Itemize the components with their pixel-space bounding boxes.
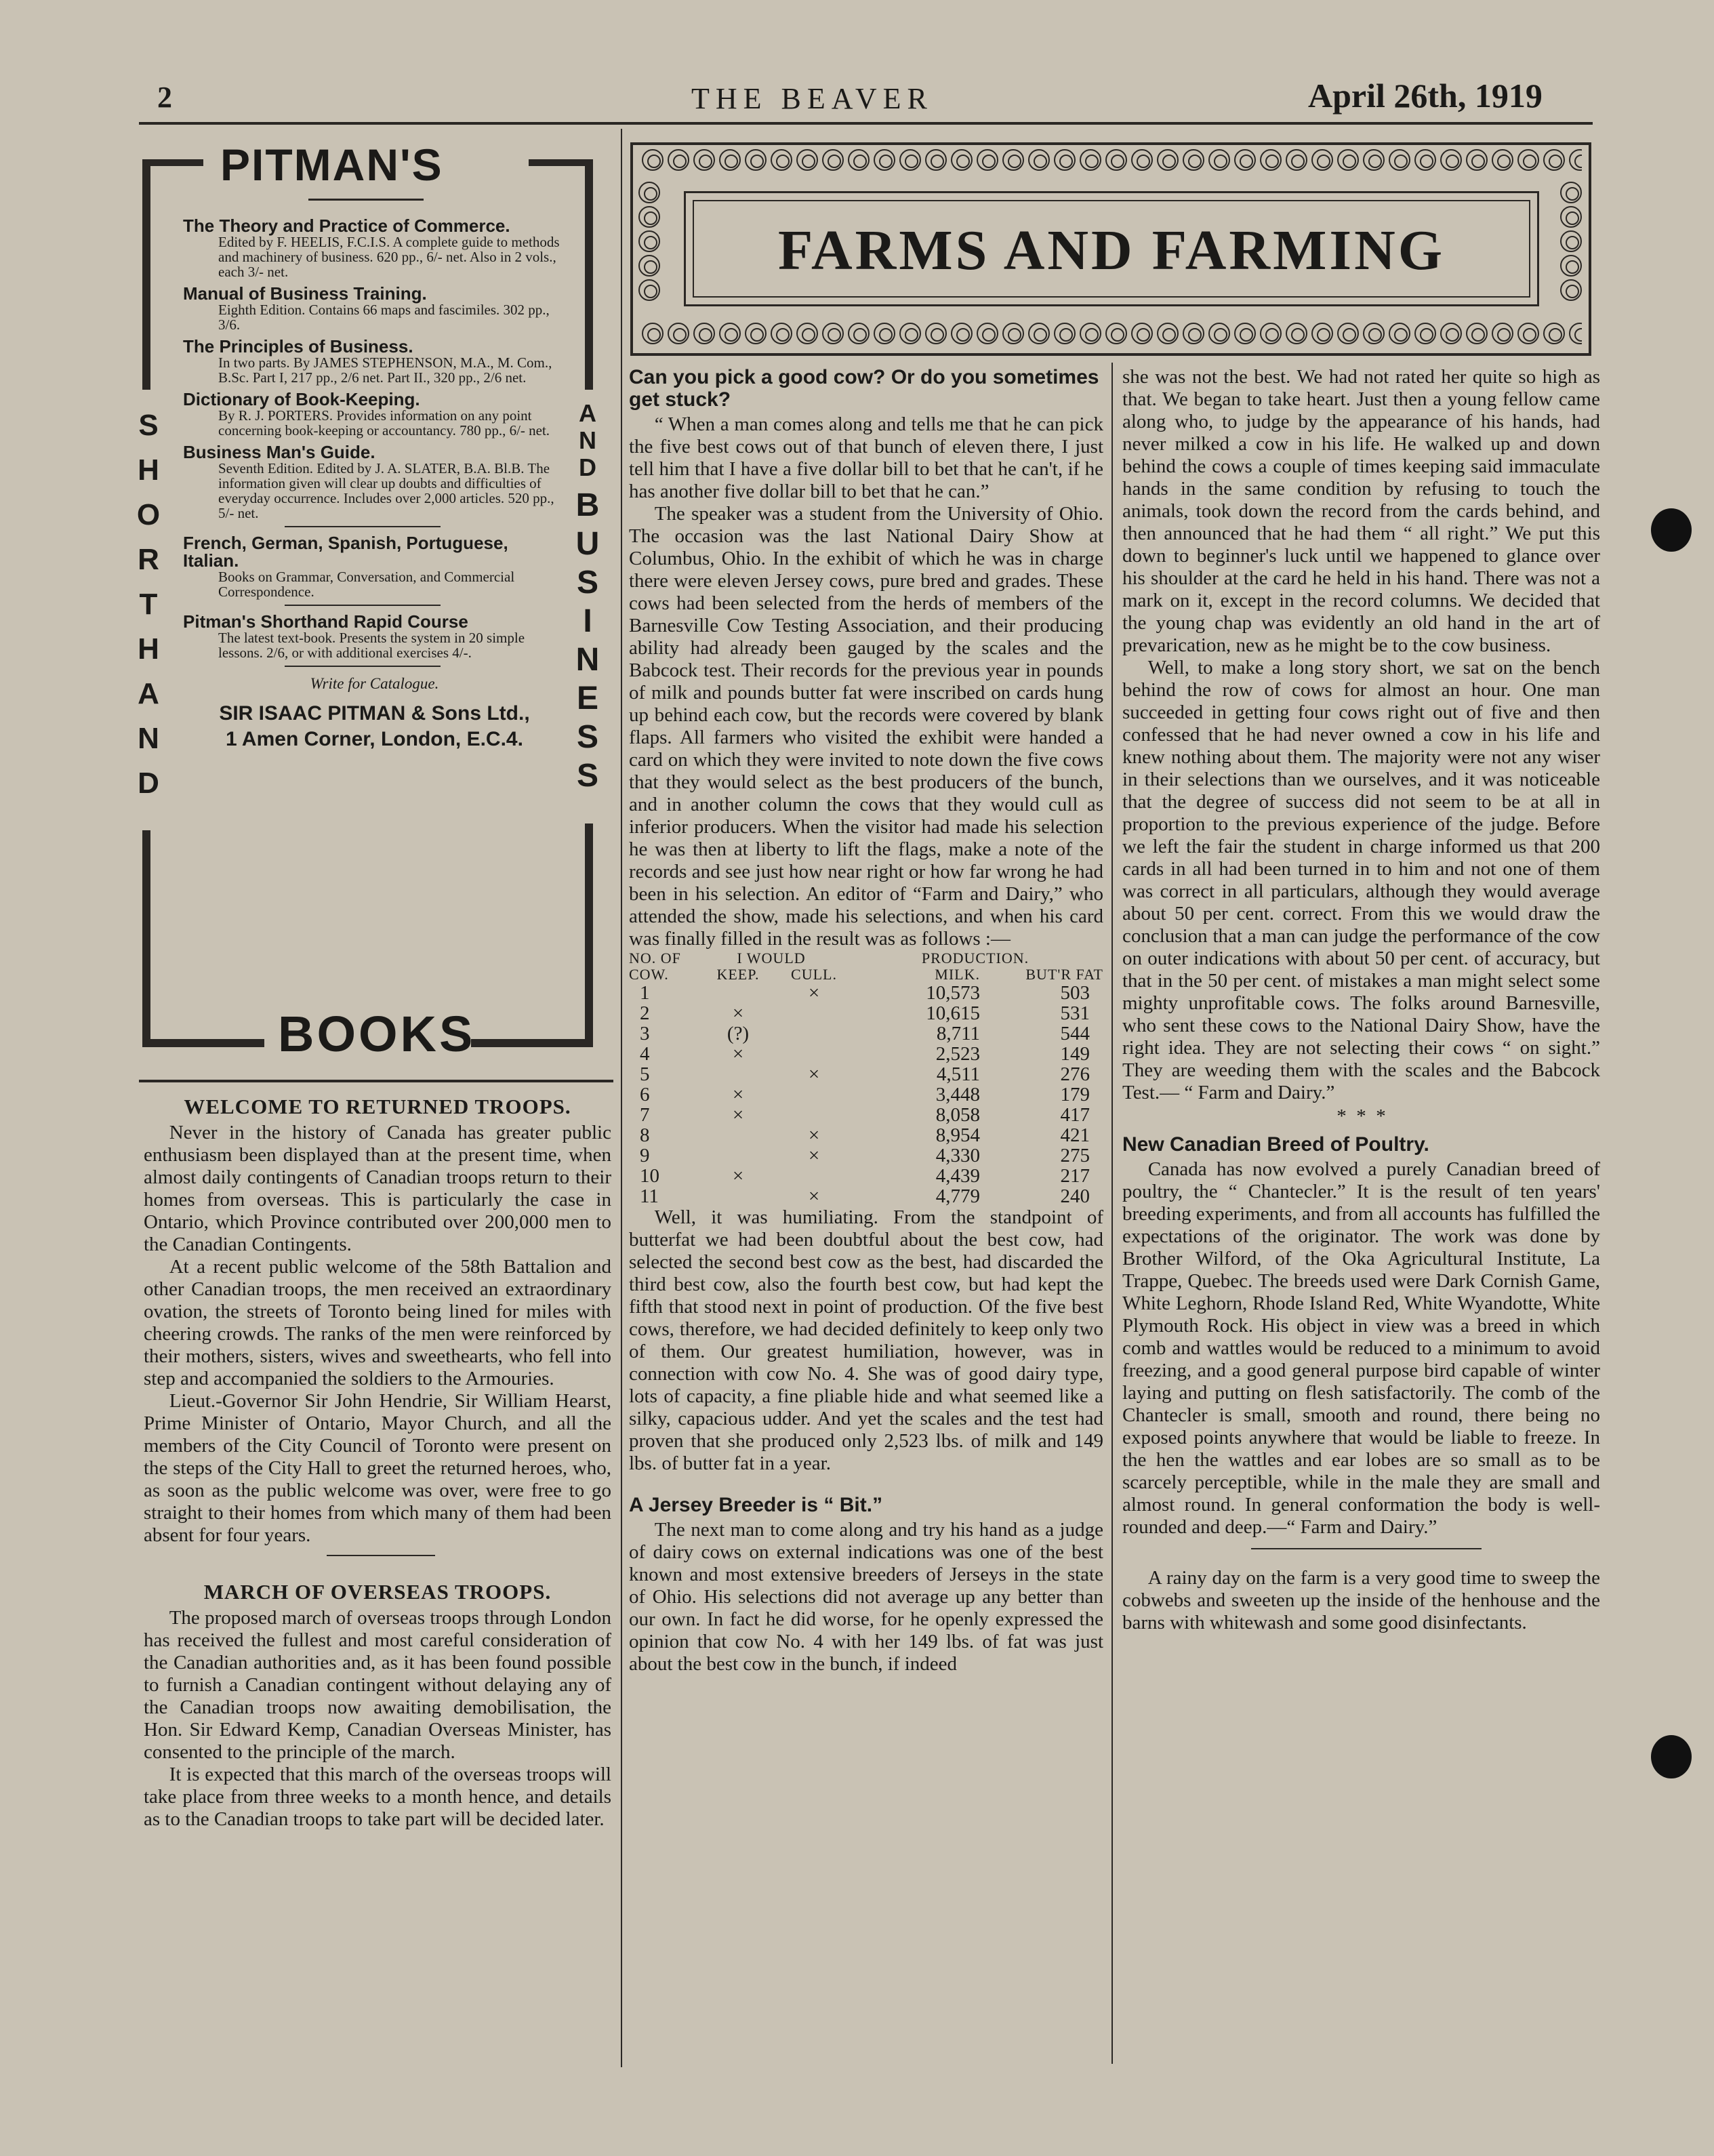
table-row: 11 × 4,779 240 bbox=[640, 1185, 1090, 1207]
table-row: 4 × 2,523 149 bbox=[640, 1043, 1090, 1065]
section-divider bbox=[1251, 1548, 1482, 1549]
article-heading: MARCH OF OVERSEAS TROOPS. bbox=[203, 1580, 552, 1604]
column-left bbox=[144, 1091, 611, 1831]
banner-knot-border-bottom bbox=[640, 323, 1582, 350]
paragraph: The next man to come along and try his hand as a judge of dairy cows on external indications was one of the best known and most extensive breeders of Jerseys in the state of Ohio. His selections did not average up any better than our own. In fact he did worse, for he openly expressed the opinion that cow No. 4 with her 149 lbs. of fat was just about the best cow in the bunch, if indeed bbox=[629, 1519, 1103, 1675]
table-row: 1 × 10,573 503 bbox=[640, 982, 1090, 1004]
header-rule bbox=[139, 122, 1593, 125]
ad-item bbox=[183, 534, 566, 599]
ad-item bbox=[183, 443, 566, 521]
ad-item-title: French, German, Spanish, Portuguese, Italian. bbox=[183, 533, 508, 571]
ad-item bbox=[183, 338, 566, 385]
paragraph: Well, to make a long story short, we sat on the bench behind the row of cows for almost an hour. One man succeeded in getting four cows right out of five and then confessed that he had never owned a cow in his life and knew nothing about them. The majority were not any wiser in their selections than we ourselves, and it was noticeable that the degree of success did not seem to be at all in proportion to the previous experience of the judge. Before we left the fair the student in charge informed us that 200 cards in all had been turned in to him and not one of them was correct in all particulars, although they would average about 50 per cent. correct. From this we would draw the conclusion that a man can judge the performance of the cow on outer indications with about 50 per cent. of accuracy, but that in the 50 per cent. of mistakes a man might select some mighty unprofitable cows. The folks around Barnesville, who sent these cows to the National Dairy Show, have the right idea. They are not selecting their cows “ on sight.” They are weeding them with the scales and the Babcock Test.— “ Farm and Dairy.” bbox=[1122, 657, 1600, 1103]
paragraph: It is expected that this march of the overseas troops will take place from three weeks to a month hence, and details as to the Canadian troops to take part will be decided later. bbox=[144, 1764, 611, 1830]
table-row: 7 × 8,058 417 bbox=[640, 1104, 1090, 1126]
paragraph: The proposed march of overseas troops through London has received the fullest and most careful consideration of the Canadian authorities and, as it has been found possible to furnish a Canadian contingent without delaying any of the Canadian troops now awaiting demobilisation, the Hon. Sir Edward Kemp, Canadian Overseas Minister, has consented to the principle of the march. bbox=[144, 1607, 611, 1763]
banner-knot-border-right bbox=[1560, 179, 1587, 304]
section-divider bbox=[327, 1555, 435, 1556]
vertical-word-and: A N D bbox=[579, 399, 596, 481]
banner-title-box bbox=[684, 191, 1539, 306]
ad-item-title: The Theory and Practice of Commerce. bbox=[183, 216, 510, 236]
ad-book-list bbox=[183, 217, 566, 752]
table-row: 3 (?) 8,711 544 bbox=[640, 1023, 1090, 1044]
ad-frame-top-left bbox=[142, 159, 203, 166]
ad-item-title: Dictionary of Book-Keeping. bbox=[183, 389, 420, 409]
column-separator bbox=[1111, 363, 1113, 2064]
paragraph: Well, it was humiliating. From the standpoint of butterfat we had been doubtful about the best cow, had selected the second best cow as the best, had discarded the third best cow, also the fourth best cow, but had kept the fifth that stood next in point of production. Of the five best cows, therefore, we had decided definitely to keep only two of them. Our greatest humiliation, however, was in connection with cow No. 4. She was of good dairy type, lots of capacity, a fine pliable hide and what seemed like a silky, capacious udder. And yet the scales and the test had proven that she produced only 2,523 lbs. of milk and 149 lbs. of butter fat in a year. bbox=[629, 1206, 1103, 1474]
ad-footer-books: BOOKS bbox=[278, 1006, 476, 1062]
vertical-word-shorthand: S H O R T H A N D bbox=[136, 409, 161, 800]
ad-frame-right-top bbox=[585, 159, 593, 390]
ad-item-title: Business Man's Guide. bbox=[183, 442, 375, 462]
ad-divider bbox=[285, 526, 441, 527]
ad-frame-bottom-right bbox=[471, 1039, 593, 1047]
ad-frame-left-bottom bbox=[142, 830, 150, 1047]
ad-item-title: The Principles of Business. bbox=[183, 336, 413, 357]
paragraph: she was not the best. We had not rated her quite so high as that. We began to take heart. Just then a young fellow came along who, to judge by the appearance of his hands, had never milked a cow in his life. He walked up and down behind the cows a couple of times keeping said immaculate hands in the same condition by refusing to touch the animals, took down the record from the cards behind, and then announced that he had them “ all right.” We put this down to beginner's luck until we happened to glance over his shoulder at the card he held in his hand. There was not a mark on it, except in the record columns. We decided that the young chap was evidently an old hand in the art of prevarication, new as he might be to the cow business. bbox=[1122, 366, 1600, 656]
ad-frame-bottom-left bbox=[142, 1039, 264, 1047]
ad-item-title: Manual of Business Training. bbox=[183, 283, 427, 304]
punch-hole bbox=[1651, 508, 1692, 552]
pitman-advertisement bbox=[136, 139, 603, 1062]
section-stars: * * * bbox=[1336, 1105, 1386, 1127]
paragraph: “ When a man comes along and tells me that he can pick the five best cows out of that bunch of eleven there, I just tell him that I have a five dollar bill to bet that he can't, if he has another five dollar bill to bet that he can.” bbox=[629, 413, 1103, 502]
ad-catalogue-note: Write for Catalogue. bbox=[310, 675, 439, 692]
ad-divider bbox=[285, 605, 441, 606]
paragraph: Canada has now evolved a purely Canadian breed of poultry, the “ Chantecler.” It is the result of ten years' breeding experiments, and from all accounts has fulfilled the expectations of the originator. The work was done by Brother Wilford, of the Oka Agricultural Institute, La Trappe, Quebec. The breeds used were Dark Cornish Game, White Leghorn, Rhode Island Red, White Wyandotte, White Plymouth Rock. His object in view was a breed in which comb and wattles would be reduced to a minimum to avoid freezing, and a good general purpose bird capable of winter laying and putting on flesh satisfactorily. The comb of the Chantecler is small, smooth and round, there being no exposed points anywhere that would be liable to freeze. In the hen the wattles and ear lobes are so small as to be scarcely perceptible, while in the male they are small and almost round. In general conformation the body is well-rounded and deep.—“ Farm and Dairy.” bbox=[1122, 1158, 1600, 1538]
table-row: 2 × 10,615 531 bbox=[640, 1002, 1090, 1024]
column-separator bbox=[621, 129, 622, 2067]
paragraph: A rainy day on the farm is a very good time to sweep the cobwebs and sweeten up the inside of the henhouse and the barns with whitewash and some good disinfectants. bbox=[1122, 1567, 1600, 1633]
table-row: 10 × 4,439 217 bbox=[640, 1165, 1090, 1187]
paragraph: Never in the history of Canada has greater public enthusiasm been displayed than at the present time, when almost daily contingents of Canadian troops return to their homes from overseas. This is particularly the case in Ontario, which Province contributed over 200,000 men to the Canadian Contingents. bbox=[144, 1122, 611, 1255]
ad-item-text: Books on Grammar, Conversation, and Commercial Correspondence. bbox=[218, 569, 515, 600]
ad-item bbox=[183, 613, 566, 660]
ad-frame-right-bottom bbox=[585, 823, 593, 1047]
ad-item-text: The latest text-book. Presents the system in 20 simple lessons. 2/6, or with additional exercises 4/-. bbox=[218, 630, 525, 661]
table-row: 5 × 4,511 276 bbox=[640, 1063, 1090, 1085]
column-right bbox=[1122, 366, 1600, 1634]
issue-date: April 26th, 1919 bbox=[1308, 77, 1543, 115]
punch-hole bbox=[1651, 1735, 1692, 1778]
vertical-word-business: B U S I N E S S bbox=[575, 487, 600, 794]
banner-title: FARMS AND FARMING bbox=[777, 219, 1446, 282]
ad-item-title: Pitman's Shorthand Rapid Course bbox=[183, 611, 468, 632]
ad-bottom-rule bbox=[139, 1080, 613, 1082]
ad-item bbox=[183, 285, 566, 332]
ad-item-text: Seventh Edition. Edited by J. A. SLATER, B.A. Bl.B. The information given will clear up doubts and difficulties of everyday occurrence. Includes over 2,000 articles. 520 pp., 5/- net. bbox=[218, 460, 554, 521]
ad-item-text: Eighth Edition. Contains 66 maps and fascimiles. 302 pp., 3/6. bbox=[218, 302, 550, 333]
article-heading: New Canadian Breed of Poultry. bbox=[1122, 1133, 1429, 1156]
table-row: 9 × 4,330 275 bbox=[640, 1145, 1090, 1166]
paragraph: Lieut.-Governor Sir John Hendrie, Sir William Hearst, Prime Minister of Ontario, Mayor Church, and all the members of the City Council of Toronto were present on the steps of the City Hall to greet the returned heroes, who, as soon as the public welcome was over, were free to go straight to their homes from which many of them had been absent for four years. bbox=[144, 1390, 611, 1546]
ad-frame-top-right bbox=[529, 159, 593, 166]
ad-item bbox=[183, 217, 566, 279]
paragraph: The speaker was a student from the University of Ohio. The occasion was the last National Dairy Show at Columbus, Ohio. In the exhibit of which he was in charge there were eleven Jersey cows, pure bred and grades. These cows had been selected from the herds of members of the Barnesville Cow Testing Association, and their producing ability had already been gauged by the scales and the Babcock test. Their records for the previous year in pounds of milk and pounds butter fat were inscribed on cards hung up behind each cow, but the records were covered by blank flaps. All farmers who visited the exhibit were handed a card on which they were invited to note down the five cows that they would select as the best producers of the bunch, and in another column the cows that they would cull as inferior producers. When the visitor had made his selection he was then at liberty to lift the flags, make a note of the records and see just how near right or how far wrong he had been in his selection. An editor of “Farm and Dairy,” who attended the show, made his selections, and when his card was finally filled in the result was as follows :— bbox=[629, 503, 1103, 950]
ad-item bbox=[183, 390, 566, 438]
ad-frame-left-top bbox=[142, 159, 150, 390]
page-number: 2 bbox=[157, 81, 172, 114]
banner-knot-border-top bbox=[640, 149, 1582, 176]
ad-divider bbox=[285, 666, 441, 667]
article-heading: WELCOME TO RETURNED TROOPS. bbox=[184, 1095, 571, 1118]
paragraph: At a recent public welcome of the 58th Battalion and other Canadian troops, the men received an extraordinary ovation, the streets of Toronto being lined for miles with cheering crowds. The ranks of the men were reinforced by their mothers, sisters, wives and sweethearts, who fell into step and accompanied the soldiers to the Armouries. bbox=[144, 1256, 611, 1389]
cow-production-table bbox=[629, 950, 1103, 1206]
masthead: THE BEAVER bbox=[691, 82, 933, 115]
farms-banner bbox=[630, 142, 1591, 356]
ad-publisher: SIR ISAAC PITMAN & Sons Ltd., bbox=[219, 702, 530, 725]
ad-title-underline bbox=[308, 199, 424, 201]
article-heading: A Jersey Breeder is “ Bit.” bbox=[629, 1494, 883, 1516]
article-heading: Can you pick a good cow? Or do you sometimes get stuck? bbox=[629, 366, 1099, 411]
table-row: 8 × 8,954 421 bbox=[640, 1124, 1090, 1146]
ad-address: 1 Amen Corner, London, E.C.4. bbox=[226, 728, 523, 750]
ad-title: PITMAN'S bbox=[220, 140, 443, 190]
banner-knot-border-left bbox=[638, 179, 666, 304]
ad-item-text: Edited by F. HEELIS, F.C.I.S. A complete guide to methods and machinery of business. 620 pp., 6/- net. Also in 2 vols., each 3/- net. bbox=[218, 234, 560, 280]
ad-item-text: In two parts. By JAMES STEPHENSON, M.A., M. Com., B.Sc. Part I, 217 pp., 2/6 net. Part II., 320 pp., 2/6 net. bbox=[218, 354, 552, 386]
table-header-row: COW. KEEP. CULL. MILK. BUT'R FAT bbox=[629, 966, 1103, 983]
column-middle bbox=[629, 366, 1103, 1675]
ad-item-text: By R. J. PORTERS. Provides information on any point concerning book-keeping or accountancy. 780 pp., 6/- net. bbox=[218, 407, 550, 439]
table-header-row: NO. OF I WOULD PRODUCTION. bbox=[629, 950, 1029, 967]
table-row: 6 × 3,448 179 bbox=[640, 1084, 1090, 1105]
